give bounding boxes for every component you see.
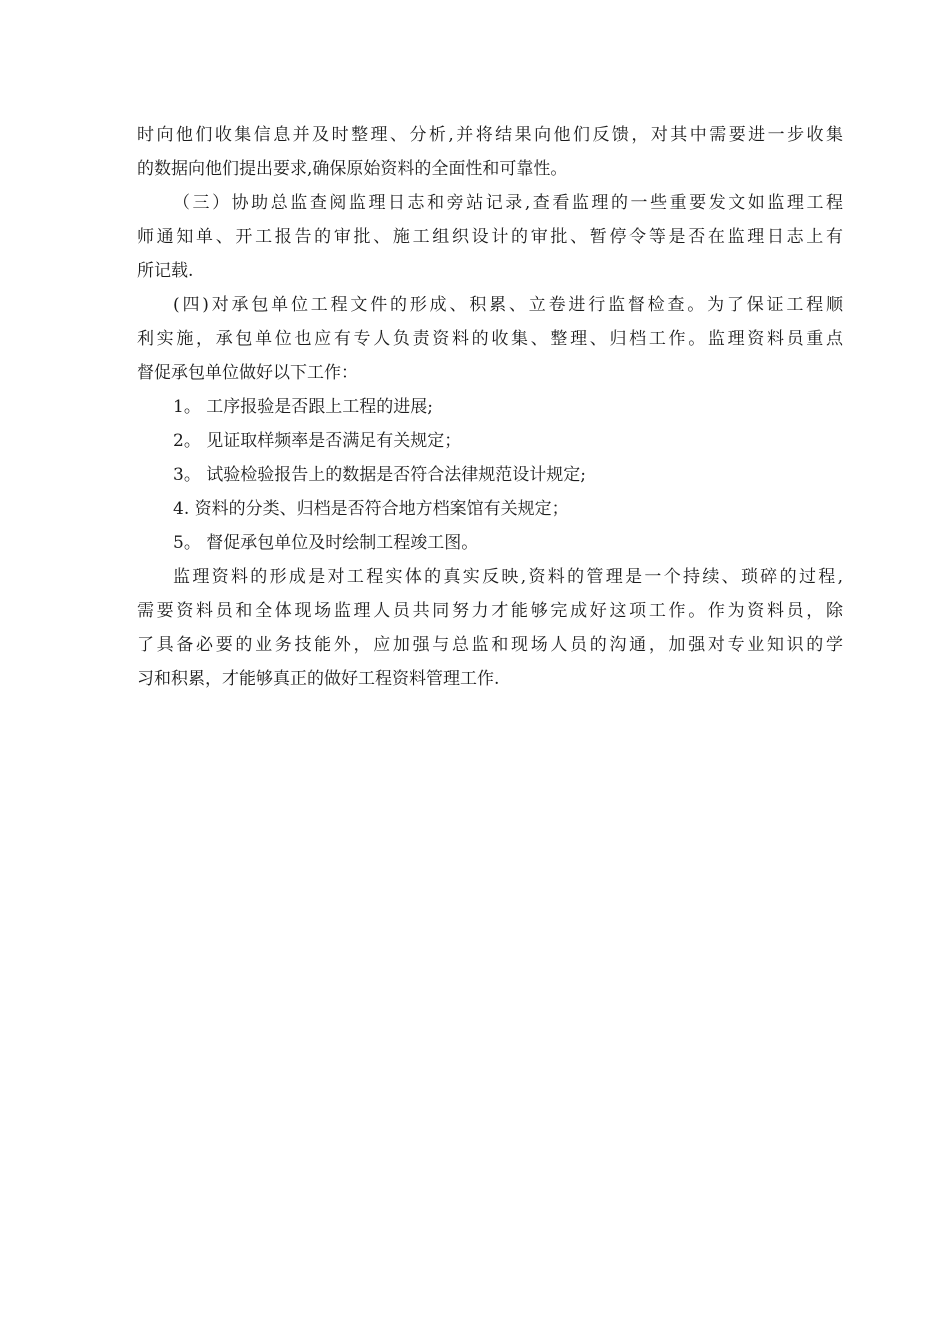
list-item: 1。 工序报验是否跟上工程的进展;: [173, 397, 433, 417]
paragraph-line: 利实施，承包单位也应有专人负责资料的收集、整理、归档工作。监理资料员重点: [137, 329, 843, 349]
document-body: [137, 118, 843, 696]
requirements-list: [137, 390, 843, 560]
list-item: 4. 资料的分类、归档是否符合地方档案馆有关规定；: [173, 499, 569, 519]
paragraph-line: (四)对承包单位工程文件的形成、积累、立卷进行监督检查。为了保证工程顺: [173, 295, 843, 315]
paragraph-line: 时向他们收集信息并及时整理、分析,并将结果向他们反馈，对其中需要进一步收集: [137, 125, 843, 145]
paragraph-line: 了具备必要的业务技能外，应加强与总监和现场人员的沟通，加强对专业知识的学: [137, 635, 843, 655]
paragraph-line: 的数据向他们提出要求,确保原始资料的全面性和可靠性。: [137, 159, 568, 179]
paragraph-conclusion: [137, 560, 843, 696]
paragraph-line: 监理资料的形成是对工程实体的真实反映,资料的管理是一个持续、琐碎的过程,: [173, 567, 843, 587]
paragraph-intro-continuation: [137, 118, 843, 186]
paragraph-item-three: [137, 186, 843, 288]
paragraph-line: 师通知单、开工报告的审批、施工组织设计的审批、暂停令等是否在监理日志上有: [137, 227, 843, 247]
paragraph-line: （三）协助总监查阅监理日志和旁站记录,查看监理的一些重要发文如监理工程: [173, 193, 843, 213]
list-item: 5。 督促承包单位及时绘制工程竣工图。: [173, 533, 479, 553]
paragraph-line: 所记载.: [137, 261, 194, 281]
paragraph-line: 需要资料员和全体现场监理人员共同努力才能够完成好这项工作。作为资料员，除: [137, 601, 843, 621]
paragraph-item-four: [137, 288, 843, 390]
list-item: 2。 见证取样频率是否满足有关规定；: [173, 431, 462, 451]
list-item: 3。 试验检验报告上的数据是否符合法律规范设计规定;: [173, 465, 586, 485]
paragraph-line: 习和积累，才能够真正的做好工程资料管理工作.: [137, 669, 500, 689]
paragraph-line: 督促承包单位做好以下工作：: [137, 363, 358, 383]
